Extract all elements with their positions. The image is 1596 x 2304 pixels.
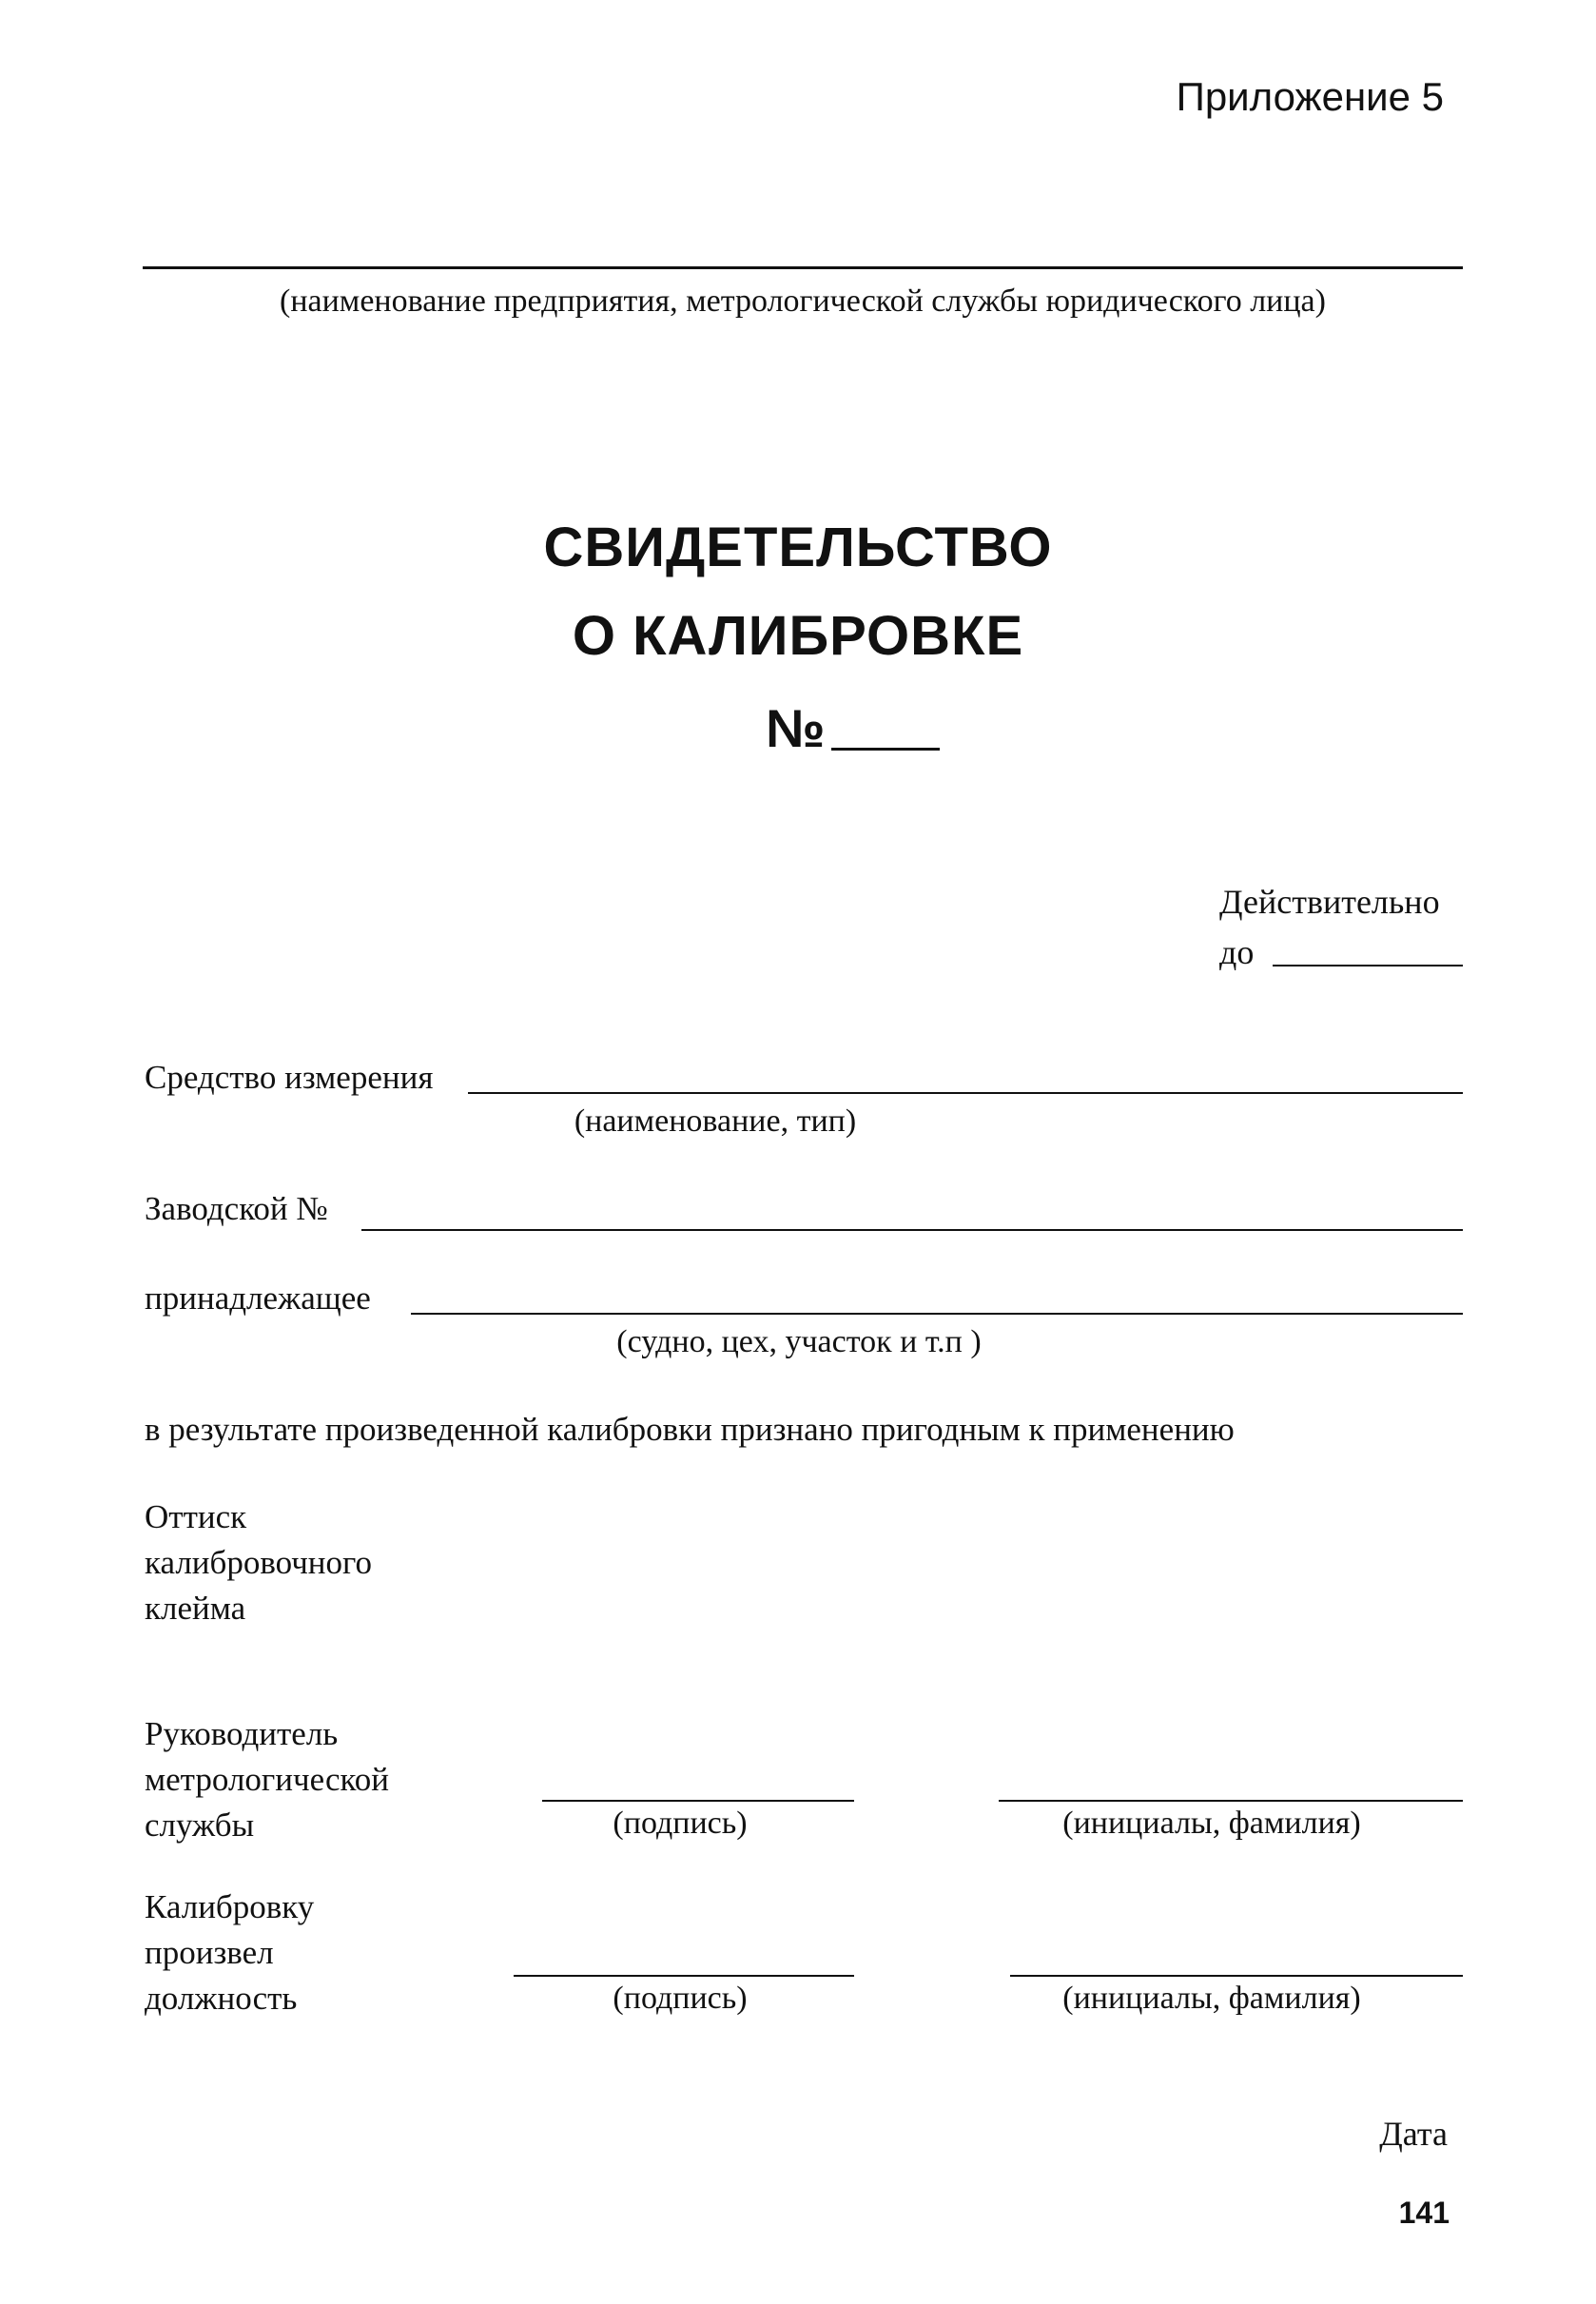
certificate-title-line1: СВИДЕТЕЛЬСТВО bbox=[543, 517, 1053, 578]
head-label-line3: службы bbox=[145, 1806, 255, 1844]
head-label-line1: Руководитель bbox=[145, 1715, 339, 1752]
performer-name-line[interactable] bbox=[1010, 1975, 1463, 1977]
validity-until-label: до bbox=[1219, 933, 1255, 971]
result-statement: в результате произведенной калибровки признано пригодным к применению bbox=[145, 1411, 1235, 1448]
instrument-label: Средство измерения bbox=[145, 1059, 434, 1096]
stamp-label-line2: калибровочного bbox=[145, 1544, 373, 1581]
stamp-label-line1: Оттиск bbox=[145, 1498, 247, 1535]
head-signature-caption: (подпись) bbox=[613, 1806, 748, 1841]
organization-line bbox=[143, 266, 1463, 269]
head-name-line[interactable] bbox=[999, 1800, 1463, 1802]
validity-label: Действительно bbox=[1219, 883, 1440, 921]
head-label-line2: метрологической bbox=[145, 1761, 389, 1798]
performer-signature-line[interactable] bbox=[514, 1975, 854, 1977]
certificate-title-line2: О КАЛИБРОВКЕ bbox=[572, 605, 1024, 667]
serial-label: Заводской № bbox=[145, 1190, 328, 1227]
validity-date-line[interactable] bbox=[1273, 965, 1463, 967]
performer-label-line1: Калибровку bbox=[145, 1888, 315, 1925]
performer-signature-caption: (подпись) bbox=[613, 1981, 748, 2016]
date-label: Дата bbox=[1379, 2115, 1448, 2153]
performer-label-line2: произвел bbox=[145, 1934, 274, 1971]
performer-name-caption: (инициалы, фамилия) bbox=[1062, 1981, 1361, 2016]
appendix-label: Приложение 5 bbox=[1176, 74, 1444, 119]
owner-label: принадлежащее bbox=[145, 1279, 371, 1317]
organization-caption: (наименование предприятия, метрологической службы юридического лица) bbox=[280, 283, 1326, 319]
stamp-label-line3: клейма bbox=[145, 1590, 246, 1627]
serial-line[interactable] bbox=[361, 1229, 1463, 1231]
page-number: 141 bbox=[1398, 2196, 1450, 2230]
certificate-number-sign: № bbox=[766, 698, 827, 758]
performer-label-line3: должность bbox=[145, 1980, 298, 2017]
head-name-caption: (инициалы, фамилия) bbox=[1062, 1806, 1361, 1841]
owner-line[interactable] bbox=[411, 1313, 1463, 1315]
head-signature-line[interactable] bbox=[542, 1800, 854, 1802]
owner-caption: (судно, цех, участок и т.п ) bbox=[616, 1324, 982, 1359]
certificate-number-line[interactable] bbox=[831, 748, 940, 751]
instrument-caption: (наименование, тип) bbox=[574, 1103, 857, 1139]
instrument-line[interactable] bbox=[468, 1092, 1463, 1094]
